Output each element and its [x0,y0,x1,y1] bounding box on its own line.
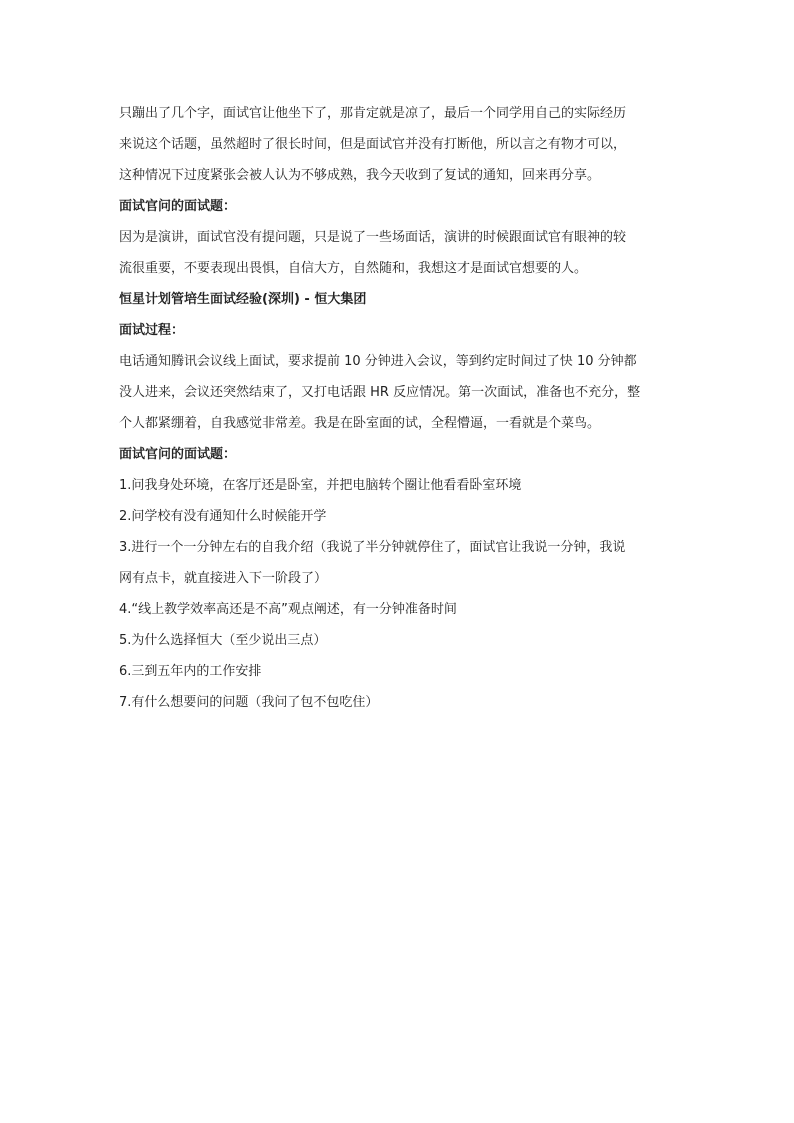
list-item: 7.有什么想要问的问题（我问了包不包吃住） [119,695,379,710]
text-line: 来说这个话题，虽然超时了很长时间，但是面试官并没有打断他，所以言之有物才可以， [119,137,627,152]
text-line: 只蹦出了几个字，面试官让他坐下了，那肯定就是凉了，最后一个同学用自己的实际经历 [119,106,627,121]
question-list [119,470,679,718]
text-line: 没人进来，会议还突然结束了，又打电话跟 HR 反应情况。第一次面试，准备也不充分，整 [119,385,641,400]
text-line: 电话通知腾讯会议线上面试，要求提前 10 分钟进入会议，等到约定时间过了快 10 分钟都 [119,354,637,369]
section-heading-questions-1: 面试官问的面试题： [119,199,237,214]
text-line: 这种情况下过度紧张会被人认为不够成熟，我今天收到了复试的通知，回来再分享。 [119,168,601,183]
list-item: 网有点卡，就直接进入下一阶段了） [119,571,328,586]
text-line: 个人都紧绷着，自我感觉非常差。我是在卧室面的试，全程懵逼，一看就是个菜鸟。 [119,416,601,431]
article-title: 恒星计划管培生面试经验(深圳) - 恒大集团 [119,292,367,307]
list-item: 4.“线上教学效率高还是不高”观点阐述，有一分钟准备时间 [119,602,457,617]
paragraph-process [119,346,679,439]
section-heading-questions-2: 面试官问的面试题： [119,447,237,462]
list-item: 5.为什么选择恒大（至少说出三点） [119,633,327,648]
list-item: 6.三到五年内的工作安排 [119,664,262,679]
list-item: 1.问我身处环境，在客厅还是卧室，并把电脑转个圈让他看看卧室环境 [119,478,522,493]
text-line: 流很重要，不要表现出畏惧，自信大方，自然随和，我想这才是面试官想要的人。 [119,261,588,276]
text-line: 因为是演讲，面试官没有提问题，只是说了一些场面话，演讲的时候跟面试官有眼神的较 [119,230,627,245]
list-item: 3.进行一个一分钟左右的自我介绍（我说了半分钟就停住了，面试官让我说一分钟，我说 [119,540,626,555]
paragraph-speech [119,222,679,284]
paragraph-intro [119,98,679,191]
list-item: 2.问学校有没有通知什么时候能开学 [119,509,327,524]
document-page [119,98,679,718]
section-heading-process: 面试过程： [119,323,185,338]
